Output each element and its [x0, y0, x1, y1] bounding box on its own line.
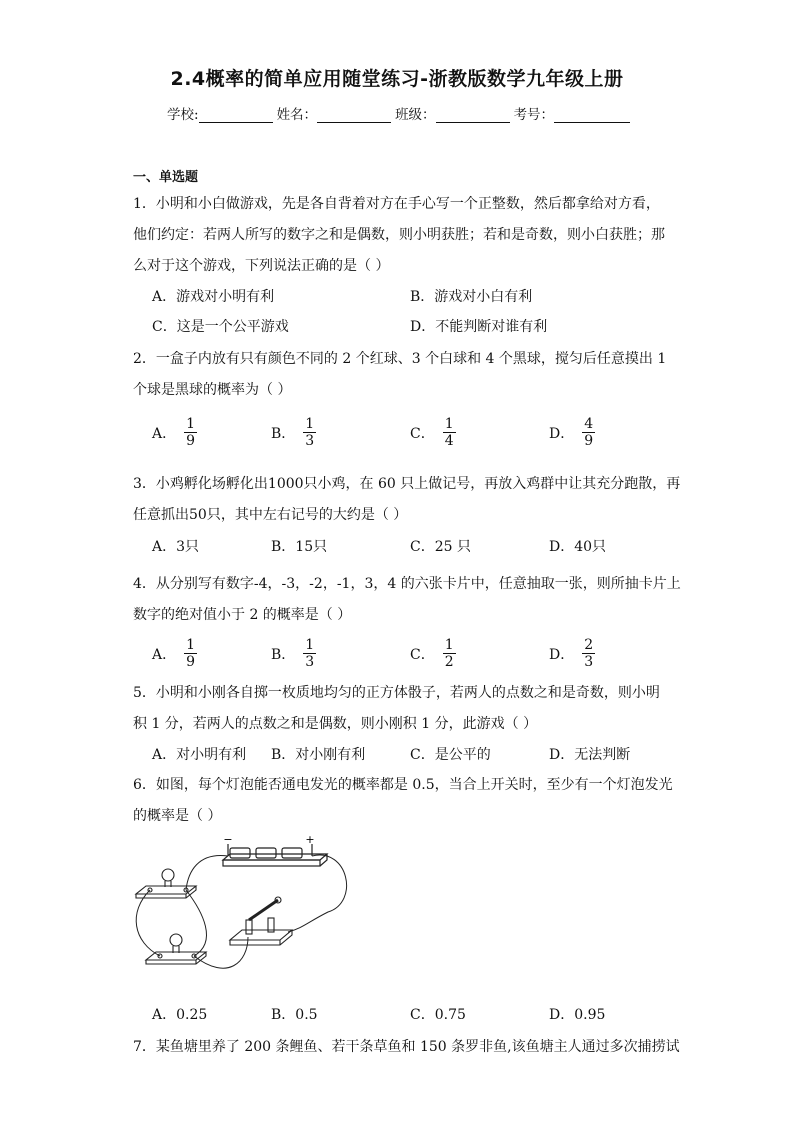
q6-option-c[interactable]: C．0.75	[410, 1007, 466, 1023]
option-label: B．	[271, 425, 296, 442]
q5-option-c[interactable]: C．是公平的	[410, 747, 491, 763]
question-4-line-1: 4．从分别写有数字-4，-3，-2，-1，3，4 的六张卡片中，任意抽取一张，则所抽卡片上	[133, 576, 681, 592]
q3-option-a[interactable]: A．3只	[152, 539, 200, 555]
q4-option-c[interactable]	[410, 637, 456, 670]
fraction: $\frac{4}{9}$	[584, 416, 594, 449]
school-blank[interactable]	[199, 107, 273, 123]
q1-option-b[interactable]: B．游戏对小白有利	[410, 289, 533, 305]
q1-option-c[interactable]: C．这是一个公平游戏	[152, 319, 289, 335]
question-3-line-2: 任意抓出50只，其中左右记号的大约是（ ）	[133, 507, 408, 523]
circuit-wires	[136, 855, 346, 968]
name-label: 姓名：	[276, 107, 318, 123]
class-label: 班级：	[395, 107, 436, 123]
fraction: $\frac{2}{3}$	[584, 637, 594, 670]
minus-terminal-label: −	[223, 833, 233, 846]
option-label: A．	[152, 646, 177, 663]
q4-option-d[interactable]	[549, 637, 595, 670]
q6-option-b[interactable]: B．0.5	[271, 1007, 318, 1023]
fraction: $\frac{1}{3}$	[305, 416, 315, 449]
fraction: $\frac{1}{4}$	[444, 416, 454, 449]
plus-terminal-label: +	[305, 833, 315, 846]
bulb-2-icon	[146, 934, 206, 964]
question-2-line-1: 2．一盒子内放有只有颜色不同的 2 个红球、3 个白球和 4 个黑球，搅匀后任意摸出 1	[133, 351, 667, 367]
question-4-line-2: 数字的绝对值小于 2 的概率是（ ）	[133, 607, 352, 623]
class-blank[interactable]	[436, 107, 510, 123]
number-blank[interactable]	[554, 107, 630, 123]
q6-option-d[interactable]: D．0.95	[549, 1007, 606, 1023]
section-title: 一、单选题	[133, 170, 199, 185]
q1-option-a[interactable]: A．游戏对小明有利	[152, 289, 275, 305]
option-label: D．	[549, 646, 575, 663]
option-label: B．	[271, 646, 296, 663]
q2-option-b[interactable]	[271, 416, 316, 449]
question-1-line-2: 他们约定：若两人所写的数字之和是偶数，则小明获胜；若和是奇数，则小白获胜；那	[133, 227, 665, 243]
q5-option-d[interactable]: D．无法判断	[549, 747, 631, 763]
fraction: $\frac{1}{3}$	[305, 637, 315, 670]
q3-option-c[interactable]: C．25 只	[410, 539, 471, 555]
name-blank[interactable]	[317, 107, 391, 123]
question-5-line-1: 5．小明和小刚各自掷一枚质地均匀的正方体骰子，若两人的点数之和是奇数，则小明	[133, 685, 660, 701]
option-label: C．	[410, 425, 435, 442]
fraction: $\frac{1}{2}$	[444, 637, 454, 670]
question-6-line-2: 的概率是（ ）	[133, 808, 222, 824]
student-info-row	[167, 103, 634, 123]
page-title: 2.4概率的简单应用随堂练习-浙教版数学九年级上册	[170, 68, 624, 90]
q2-option-c[interactable]	[410, 416, 456, 449]
q4-option-a[interactable]	[152, 637, 197, 670]
q3-option-b[interactable]: B．15只	[271, 539, 328, 555]
q1-option-d[interactable]: D．不能判断对谁有利	[410, 319, 548, 335]
fraction: $\frac{1}{9}$	[186, 637, 196, 670]
q2-option-d[interactable]	[549, 416, 595, 449]
circuit-diagram	[128, 832, 358, 992]
fraction: $\frac{1}{9}$	[186, 416, 196, 449]
q3-option-d[interactable]: D．40只	[549, 539, 607, 555]
question-3-line-1: 3．小鸡孵化场孵化出1000只小鸡，在 60 只上做记号，再放入鸡群中让其充分跑散，再	[133, 476, 681, 492]
question-7-line-1: 7．某鱼塘里养了 200 条鲤鱼、若干条草鱼和 150 条罗非鱼,该鱼塘主人通过多次捕捞试	[133, 1039, 680, 1055]
switch-icon	[230, 897, 292, 945]
q5-option-a[interactable]: A．对小明有利	[152, 747, 247, 763]
question-1-line-3: 么对于这个游戏，下列说法正确的是（ ）	[133, 258, 390, 274]
school-label: 学校:	[167, 107, 199, 123]
option-label: C．	[410, 646, 435, 663]
option-label: D．	[549, 425, 575, 442]
question-2-line-2: 个球是黑球的概率为（ ）	[133, 382, 292, 398]
number-label: 考号：	[513, 107, 555, 123]
q4-option-b[interactable]	[271, 637, 316, 670]
question-6-line-1: 6．如图，每个灯泡能否通电发光的概率都是 0.5，当合上开关时，至少有一个灯泡发光	[133, 777, 673, 793]
option-label: A．	[152, 425, 177, 442]
q6-option-a[interactable]: A．0.25	[152, 1007, 208, 1023]
question-5-line-2: 积 1 分，若两人的点数之和是偶数，则小刚积 1 分，此游戏（ ）	[133, 716, 538, 732]
q2-option-a[interactable]	[152, 416, 197, 449]
q5-option-b[interactable]: B．对小刚有利	[271, 747, 366, 763]
question-1-line-1: 1．小明和小白做游戏，先是各自背着对方在手心写一个正整数，然后都拿给对方看，	[133, 196, 660, 212]
battery-icon	[223, 844, 327, 866]
